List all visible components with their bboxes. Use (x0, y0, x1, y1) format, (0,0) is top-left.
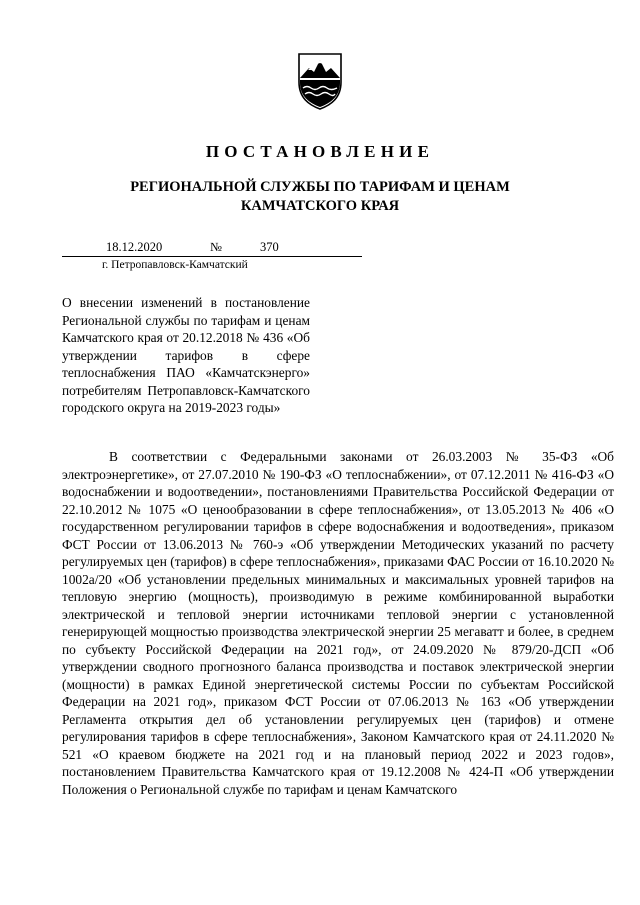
date-number-line (62, 240, 362, 257)
body-paragraph: В соответствии с Федеральными законами от 26.03.2003 № 35-ФЗ «Об электроэнергетике», от 27.07.2010 № 190-ФЗ «О теплоснабжении», от 07.12.2011 № 416-ФЗ «О водоснабжении и водоотведении», постановлениями Правительства Российской Федерации от 22.10.2012 № 1075 «О ценообразовании в сфере теплоснабжения», от 13.05.2013 № 406 «О государственном регулировании тарифов в сфере водоснабжения и водоотведения», приказом ФСТ России от 13.06.2013 № 760-э «Об утверждении Методических указаний по расчету регулируемых цен (тарифов) в сфере теплоснабжения», приказами ФАС России от 16.10.2020 № 1002а/20 «Об установлении предельных минимальных и максимальных уровней тарифов на тепловую энергию (мощность), производимую в режиме комбинированной выработки электрической и тепловой энергии источниками тепловой энергии с установленной генерирующей мощностью производства электрической энергии 25 мегаватт и более, в среднем по субъекту Российской Федерации на 2021 год», от 24.09.2020 № 879/20-ДСП «Об утверждении сводного прогнозного баланса производства и поставок электрической энергии (мощности) в рамках Единой энергетической системы России по субъектам Российской Федерации на 2021 год», приказом ФСТ России от 07.06.2013 № 163 «Об утверждении Регламента открытия дел об установлении регулируемых цен (тарифов) и отмене регулирования тарифов в сфере теплоснабжения», Законом Камчатского края от 24.11.2020 № 521 «О краевом бюджете на 2021 год и на плановый период 2022 и 2023 годов», постановлением Правительства Камчатского края от 19.12.2008 № 424-П «Об утверждении Положения о Региональной службе по тарифам и ценам Камчатского (62, 449, 614, 797)
document-number: 370 (260, 240, 279, 254)
document-city: г. Петропавловск-Камчатский (102, 259, 248, 271)
document-date: 18.12.2020 (106, 240, 163, 254)
number-sign: № (210, 240, 222, 254)
agency-name-line-1: РЕГИОНАЛЬНОЙ СЛУЖБЫ ПО ТАРИФАМ И ЦЕНАМ (130, 179, 510, 195)
agency-name-line-2: КАМЧАТСКОГО КРАЯ (240, 198, 400, 214)
kamchatka-coat-of-arms-icon (297, 52, 343, 110)
agency-name (0, 178, 640, 216)
document-type-title: ПОСТАНОВЛЕНИЕ (205, 142, 435, 161)
document-subject: О внесении изменений в постановление Региональной службы по тарифам и ценам Камчатского края от 20.12.2018 № 436 «Об утверждении тарифов в сфере теплоснабжения ПАО «Камчатскэнерго» потребителям Петропавловск-Камчатского городского округа на 2019-2023 годы» (62, 295, 310, 415)
document-meta (62, 240, 362, 271)
